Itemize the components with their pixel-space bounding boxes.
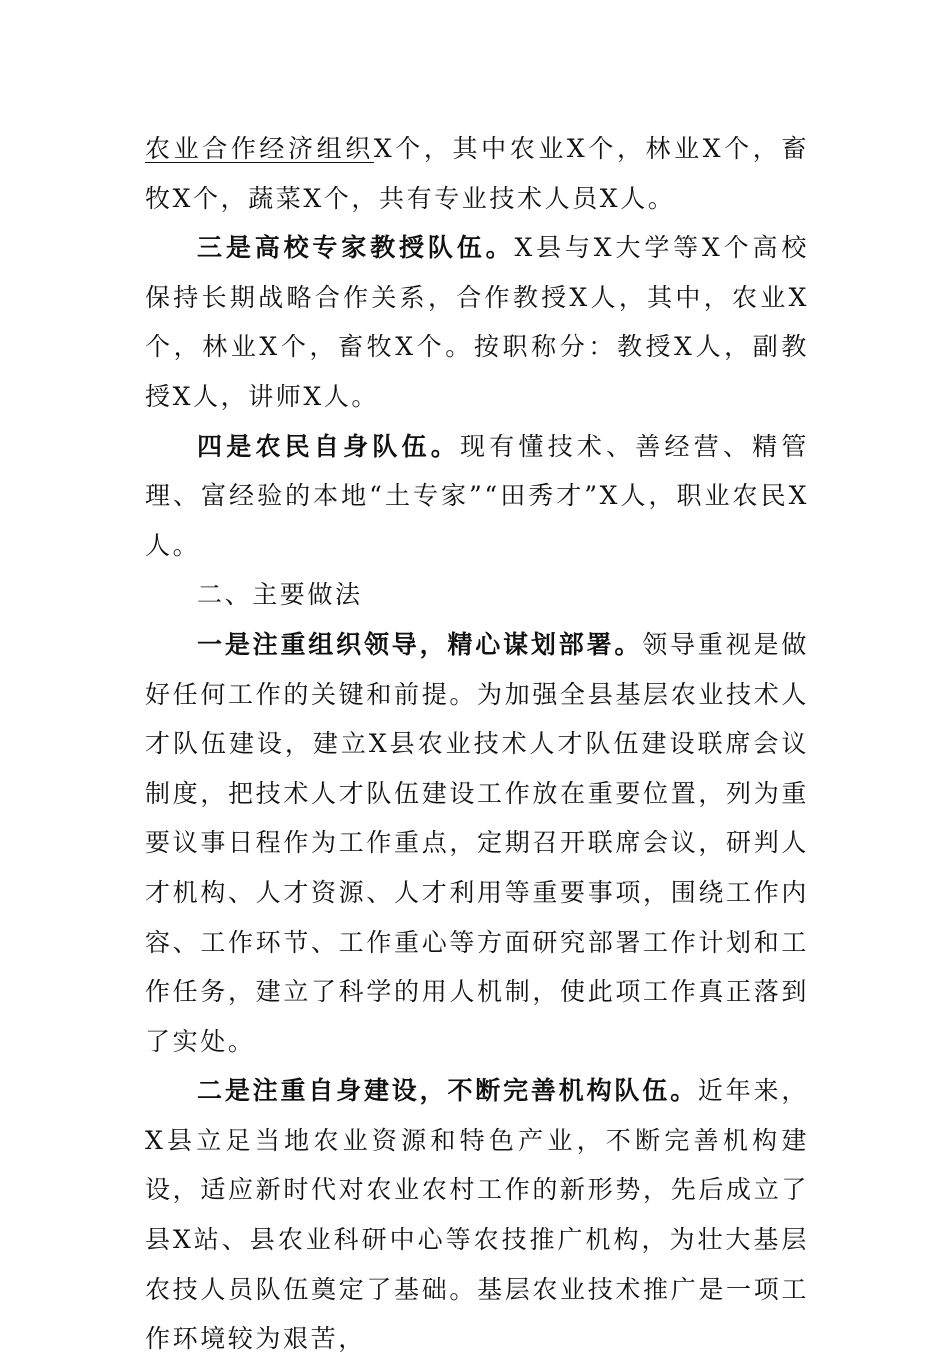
paragraph-farmer-team [145,422,809,571]
section-heading-main-practices: 二、主要做法 [197,580,363,610]
paragraph-lead: 二是注重自身建设，不断完善机构队伍。 [197,1076,698,1106]
paragraph-text: 现有懂技术、善经营、精管理、富经验的本地“土专家”“田秀才”X人，职业农民X人。 [145,431,810,560]
paragraph-self-construction [145,1066,809,1364]
paragraph-lead: 一是注重组织领导，精心谋划部署。 [197,629,643,659]
underlined-term: 农业合作经济组织 [145,134,374,163]
paragraph-text: X县与X大学等X个高校保持长期战略合作关系，合作教授X人，其中，农业X个，林业X个，畜牧X个。按职称分：教授X人，副教授X人，讲师X人。 [145,233,809,411]
paragraph-lead: 三是高校专家教授队伍。 [197,233,515,263]
document-body [145,124,809,1364]
paragraph-university-experts [145,223,809,421]
paragraph-lead: 四是农民自身队伍。 [197,431,460,461]
paragraph-text: 近年来，X县立足当地农业资源和特色产业，不断完善机构建设，适应新时代对农业农村工作的新形势，先后成立了县X站、县农业科研中心等农技推广机构，为壮大基层农技人员队伍奠定了基础。基层农业技术推广是一项工作环境较为艰苦， [145,1076,809,1354]
paragraph-cooperative-organizations [145,124,809,223]
paragraph-text: X个，其中农业X个，林业X个，畜牧X个，蔬菜X个，共有专业技术人员X人。 [145,134,809,213]
paragraph-organization-leadership [145,620,809,1066]
paragraph-text: 领导重视是做好任何工作的关键和前提。为加强全县基层农业技术人才队伍建设，建立X县农业技术人才队伍建设联席会议制度，把技术人才队伍建设工作放在重要位置，列为重要议事日程作为工作重点，定期召开联席会议，研判人才机构、人才资源、人才利用等重要事项，围绕工作内容、工作环节、工作重心等方面研究部署工作计划和工作任务，建立了科学的用人机制，使此项工作真正落到了实处。 [145,629,809,1056]
